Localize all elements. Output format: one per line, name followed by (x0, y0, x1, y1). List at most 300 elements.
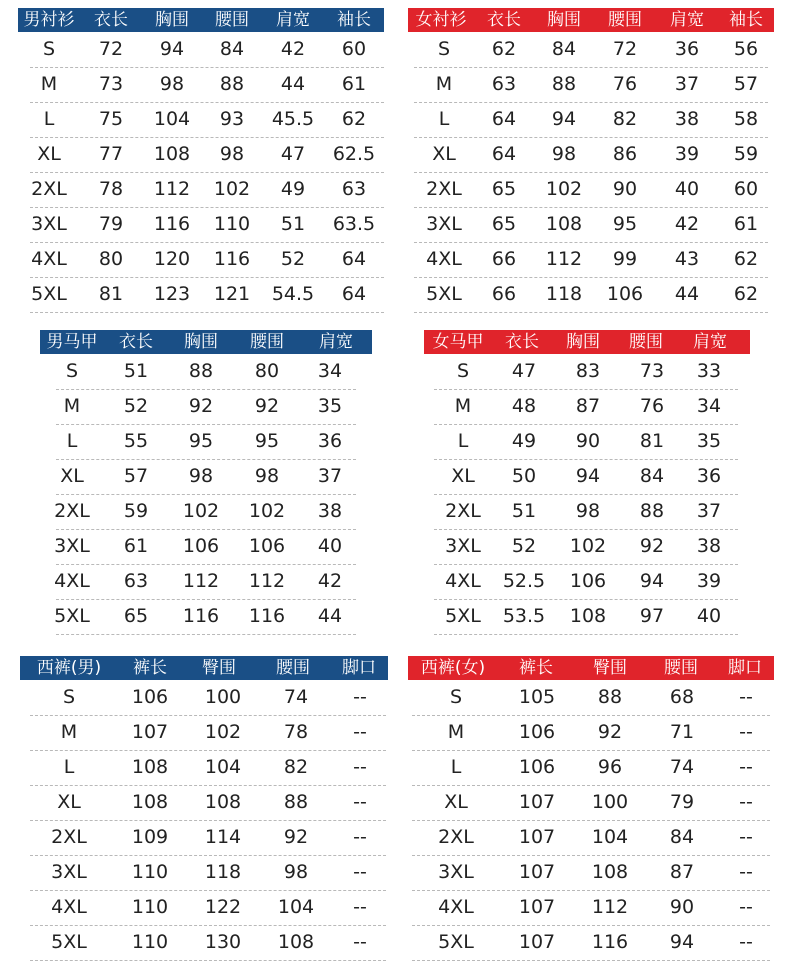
value-cell: 51 (511, 500, 537, 522)
size-cell: S (42, 38, 56, 60)
value-cell: 57 (123, 465, 149, 487)
value-cell: 76 (639, 395, 665, 417)
value-cell: 38 (317, 500, 343, 522)
value-cell: 52 (280, 248, 306, 270)
row-divider (30, 925, 386, 926)
header-cell: 裤长 (133, 658, 167, 678)
value-cell: 108 (569, 605, 607, 627)
header-cell: 袖长 (729, 10, 763, 30)
value-cell: 88 (639, 500, 665, 522)
value-cell: 104 (591, 826, 629, 848)
size-cell: 2XL (445, 500, 481, 522)
value-cell: 74 (669, 756, 695, 778)
value-cell: 60 (733, 178, 759, 200)
value-cell: 61 (733, 213, 759, 235)
header-cell: 男马甲 (46, 332, 98, 352)
value-cell: 84 (219, 38, 245, 60)
value-cell: 122 (204, 896, 242, 918)
value-cell: -- (739, 896, 753, 918)
value-cell: 59 (123, 500, 149, 522)
value-cell: 130 (204, 931, 242, 953)
value-cell: 65 (491, 178, 517, 200)
value-cell: 72 (98, 38, 124, 60)
value-cell: 106 (606, 283, 644, 305)
value-cell: 108 (545, 213, 583, 235)
value-cell: 62 (341, 108, 367, 130)
value-cell: 104 (153, 108, 191, 130)
value-cell: 116 (182, 605, 220, 627)
value-cell: 33 (696, 360, 722, 382)
value-cell: 38 (674, 108, 700, 130)
row-divider (30, 820, 386, 821)
value-cell: 62 (491, 38, 517, 60)
size-cell: 4XL (51, 896, 87, 918)
value-cell: 90 (669, 896, 695, 918)
row-divider (412, 890, 770, 891)
header-cell: 腰围 (664, 658, 698, 678)
value-cell: 96 (597, 756, 623, 778)
value-cell: 36 (696, 465, 722, 487)
value-cell: 107 (518, 826, 556, 848)
value-cell: 106 (518, 756, 556, 778)
header-cell: 胸围 (566, 332, 600, 352)
value-cell: 83 (575, 360, 601, 382)
header-cell: 裤长 (519, 658, 553, 678)
value-cell: 44 (317, 605, 343, 627)
value-cell: 95 (612, 213, 638, 235)
table-header (408, 656, 774, 680)
value-cell: 94 (669, 931, 695, 953)
value-cell: 50 (511, 465, 537, 487)
value-cell: 42 (317, 570, 343, 592)
value-cell: 102 (204, 721, 242, 743)
value-cell: 51 (280, 213, 306, 235)
size-cell: S (437, 38, 451, 60)
value-cell: 37 (317, 465, 343, 487)
value-cell: 64 (341, 283, 367, 305)
value-cell: 105 (518, 686, 556, 708)
value-cell: -- (353, 896, 367, 918)
value-cell: 39 (696, 570, 722, 592)
value-cell: 95 (188, 430, 214, 452)
row-divider (30, 890, 386, 891)
value-cell: 106 (518, 721, 556, 743)
header-cell: 衣长 (487, 10, 521, 30)
row-divider (30, 277, 384, 278)
header-cell: 肩宽 (319, 332, 353, 352)
value-cell: 63 (123, 570, 149, 592)
value-cell: 87 (575, 395, 601, 417)
value-cell: 78 (98, 178, 124, 200)
value-cell: 102 (569, 535, 607, 557)
value-cell: 93 (219, 108, 245, 130)
value-cell: 34 (696, 395, 722, 417)
header-cell: 臀围 (202, 658, 236, 678)
value-cell: 90 (575, 430, 601, 452)
row-divider (30, 102, 384, 103)
value-cell: 63 (491, 73, 517, 95)
value-cell: 98 (219, 143, 245, 165)
value-cell: 108 (131, 756, 169, 778)
value-cell: 100 (204, 686, 242, 708)
row-divider (56, 529, 356, 530)
value-cell: -- (739, 721, 753, 743)
row-divider (30, 960, 386, 961)
value-cell: 107 (518, 931, 556, 953)
table-header (18, 8, 384, 32)
value-cell: 107 (131, 721, 169, 743)
value-cell: 42 (280, 38, 306, 60)
value-cell: 97 (639, 605, 665, 627)
value-cell: 121 (213, 283, 251, 305)
row-divider (56, 634, 356, 635)
value-cell: 95 (254, 430, 280, 452)
value-cell: 43 (674, 248, 700, 270)
value-cell: 100 (591, 791, 629, 813)
value-cell: 47 (280, 143, 306, 165)
row-divider (56, 564, 356, 565)
value-cell: 98 (254, 465, 280, 487)
size-cell: M (454, 395, 472, 417)
header-cell: 胸围 (155, 10, 189, 30)
value-cell: 73 (639, 360, 665, 382)
row-divider (434, 564, 738, 565)
value-cell: 92 (639, 535, 665, 557)
row-divider (434, 424, 738, 425)
size-cell: 2XL (31, 178, 67, 200)
row-divider (56, 424, 356, 425)
value-cell: 49 (280, 178, 306, 200)
value-cell: 64 (491, 108, 517, 130)
size-cell: XL (451, 465, 475, 487)
value-cell: -- (739, 791, 753, 813)
header-cell: 袖长 (337, 10, 371, 30)
value-cell: 62 (733, 248, 759, 270)
value-cell: 112 (591, 896, 629, 918)
value-cell: 92 (254, 395, 280, 417)
value-cell: -- (739, 686, 753, 708)
value-cell: 106 (569, 570, 607, 592)
row-divider (434, 389, 738, 390)
size-cell: 5XL (51, 931, 87, 953)
value-cell: -- (353, 931, 367, 953)
size-cell: 3XL (438, 861, 474, 883)
value-cell: 52 (511, 535, 537, 557)
value-cell: 66 (491, 248, 517, 270)
row-divider (412, 820, 770, 821)
row-divider (30, 750, 386, 751)
row-divider (30, 67, 384, 68)
value-cell: 74 (283, 686, 309, 708)
size-cell: L (43, 108, 55, 130)
value-cell: -- (739, 756, 753, 778)
row-divider (412, 960, 770, 961)
size-cell: 5XL (54, 605, 90, 627)
size-cell: 2XL (51, 826, 87, 848)
header-cell: 衣长 (94, 10, 128, 30)
value-cell: 98 (159, 73, 185, 95)
value-cell: 123 (153, 283, 191, 305)
value-cell: 99 (612, 248, 638, 270)
row-divider (30, 785, 386, 786)
value-cell: 37 (696, 500, 722, 522)
value-cell: 78 (283, 721, 309, 743)
value-cell: 36 (674, 38, 700, 60)
size-cell: 4XL (54, 570, 90, 592)
row-divider (434, 459, 738, 460)
value-cell: 84 (639, 465, 665, 487)
value-cell: 84 (669, 826, 695, 848)
value-cell: 42 (674, 213, 700, 235)
size-cell: M (435, 73, 453, 95)
value-cell: 63.5 (332, 213, 376, 235)
value-cell: 98 (188, 465, 214, 487)
value-cell: 114 (204, 826, 242, 848)
value-cell: 60 (341, 38, 367, 60)
row-divider (412, 785, 770, 786)
row-divider (414, 312, 768, 313)
row-divider (412, 855, 770, 856)
value-cell: 39 (674, 143, 700, 165)
value-cell: 64 (341, 248, 367, 270)
row-divider (412, 925, 770, 926)
value-cell: 112 (248, 570, 286, 592)
header-cell: 女衬衫 (415, 10, 467, 30)
value-cell: 82 (283, 756, 309, 778)
value-cell: 110 (131, 931, 169, 953)
value-cell: 88 (188, 360, 214, 382)
value-cell: -- (353, 756, 367, 778)
header-cell: 腰围 (276, 658, 310, 678)
value-cell: 56 (733, 38, 759, 60)
value-cell: 108 (153, 143, 191, 165)
value-cell: 94 (551, 108, 577, 130)
size-cell: L (438, 108, 450, 130)
value-cell: 79 (98, 213, 124, 235)
size-cell: S (62, 686, 76, 708)
value-cell: 64 (491, 143, 517, 165)
value-cell: 40 (696, 605, 722, 627)
row-divider (30, 137, 384, 138)
size-cell: 2XL (54, 500, 90, 522)
header-cell: 腰围 (629, 332, 663, 352)
size-cell: L (457, 430, 469, 452)
value-cell: 116 (153, 213, 191, 235)
size-cell: 4XL (438, 896, 474, 918)
row-divider (434, 599, 738, 600)
size-cell: 4XL (426, 248, 462, 270)
value-cell: 94 (639, 570, 665, 592)
size-cell: 3XL (31, 213, 67, 235)
value-cell: 63 (341, 178, 367, 200)
header-cell: 腰围 (215, 10, 249, 30)
value-cell: -- (353, 686, 367, 708)
value-cell: 61 (341, 73, 367, 95)
row-divider (434, 529, 738, 530)
header-cell: 胸围 (184, 332, 218, 352)
value-cell: 106 (182, 535, 220, 557)
row-divider (30, 715, 386, 716)
row-divider (414, 242, 768, 243)
value-cell: 34 (317, 360, 343, 382)
row-divider (414, 207, 768, 208)
row-divider (30, 172, 384, 173)
value-cell: 35 (696, 430, 722, 452)
value-cell: 53.5 (502, 605, 546, 627)
size-cell: M (447, 721, 465, 743)
row-divider (434, 494, 738, 495)
value-cell: 107 (518, 896, 556, 918)
size-cell: M (60, 721, 78, 743)
size-cell: XL (444, 791, 468, 813)
value-cell: 88 (219, 73, 245, 95)
value-cell: 44 (280, 73, 306, 95)
header-cell: 衣长 (119, 332, 153, 352)
table-header (424, 330, 750, 354)
value-cell: 40 (317, 535, 343, 557)
value-cell: 88 (597, 686, 623, 708)
header-cell: 肩宽 (693, 332, 727, 352)
value-cell: 94 (575, 465, 601, 487)
value-cell: 82 (612, 108, 638, 130)
value-cell: -- (353, 721, 367, 743)
row-divider (414, 277, 768, 278)
table-header (408, 8, 774, 32)
value-cell: 92 (188, 395, 214, 417)
row-divider (30, 242, 384, 243)
size-cell: L (450, 756, 462, 778)
value-cell: 107 (518, 861, 556, 883)
header-cell: 腰围 (608, 10, 642, 30)
size-cell: XL (57, 791, 81, 813)
size-cell: 5XL (445, 605, 481, 627)
value-cell: 110 (131, 896, 169, 918)
header-cell: 腰围 (250, 332, 284, 352)
value-cell: 88 (283, 791, 309, 813)
value-cell: 68 (669, 686, 695, 708)
size-cell: 4XL (31, 248, 67, 270)
value-cell: 49 (511, 430, 537, 452)
value-cell: -- (739, 826, 753, 848)
value-cell: 71 (669, 721, 695, 743)
value-cell: 98 (551, 143, 577, 165)
value-cell: 90 (612, 178, 638, 200)
value-cell: 72 (612, 38, 638, 60)
value-cell: 92 (597, 721, 623, 743)
header-cell: 男衬衫 (23, 10, 75, 30)
value-cell: 44 (674, 283, 700, 305)
value-cell: 45.5 (271, 108, 315, 130)
value-cell: 106 (248, 535, 286, 557)
size-cell: M (63, 395, 81, 417)
size-cell: S (65, 360, 79, 382)
value-cell: 40 (674, 178, 700, 200)
size-cell: L (63, 756, 75, 778)
value-cell: 65 (491, 213, 517, 235)
row-divider (56, 459, 356, 460)
value-cell: 61 (123, 535, 149, 557)
value-cell: 75 (98, 108, 124, 130)
size-cell: 3XL (445, 535, 481, 557)
value-cell: 108 (204, 791, 242, 813)
size-cell: 5XL (426, 283, 462, 305)
value-cell: 118 (545, 283, 583, 305)
value-cell: 58 (733, 108, 759, 130)
value-cell: 112 (545, 248, 583, 270)
value-cell: 51 (123, 360, 149, 382)
value-cell: 94 (159, 38, 185, 60)
header-cell: 女马甲 (432, 332, 484, 352)
header-cell: 西裤(女) (420, 658, 486, 678)
value-cell: 52.5 (502, 570, 546, 592)
row-divider (414, 102, 768, 103)
size-cell: 2XL (438, 826, 474, 848)
value-cell: 118 (204, 861, 242, 883)
value-cell: 108 (591, 861, 629, 883)
value-cell: 59 (733, 143, 759, 165)
row-divider (414, 67, 768, 68)
header-cell: 肩宽 (276, 10, 310, 30)
size-cell: S (449, 686, 463, 708)
row-divider (412, 750, 770, 751)
value-cell: 108 (277, 931, 315, 953)
value-cell: 104 (204, 756, 242, 778)
header-cell: 西裤(男) (36, 658, 102, 678)
value-cell: 81 (639, 430, 665, 452)
table-header (40, 330, 372, 354)
size-cell: 3XL (54, 535, 90, 557)
size-cell: M (40, 73, 58, 95)
value-cell: 109 (131, 826, 169, 848)
value-cell: 98 (575, 500, 601, 522)
header-cell: 胸围 (547, 10, 581, 30)
size-cell: XL (60, 465, 84, 487)
value-cell: 62 (733, 283, 759, 305)
value-cell: -- (353, 861, 367, 883)
value-cell: 38 (696, 535, 722, 557)
value-cell: 37 (674, 73, 700, 95)
row-divider (412, 715, 770, 716)
header-cell: 臀围 (593, 658, 627, 678)
value-cell: 120 (153, 248, 191, 270)
value-cell: 116 (213, 248, 251, 270)
header-cell: 脚口 (342, 658, 376, 678)
value-cell: 102 (545, 178, 583, 200)
row-divider (30, 855, 386, 856)
value-cell: 36 (317, 430, 343, 452)
value-cell: 116 (248, 605, 286, 627)
value-cell: 108 (131, 791, 169, 813)
value-cell: -- (353, 791, 367, 813)
value-cell: 112 (182, 570, 220, 592)
value-cell: -- (739, 861, 753, 883)
value-cell: -- (353, 826, 367, 848)
value-cell: 48 (511, 395, 537, 417)
value-cell: 107 (518, 791, 556, 813)
value-cell: 77 (98, 143, 124, 165)
header-cell: 肩宽 (670, 10, 704, 30)
value-cell: 116 (591, 931, 629, 953)
header-cell: 衣长 (505, 332, 539, 352)
row-divider (56, 494, 356, 495)
value-cell: 88 (551, 73, 577, 95)
value-cell: 86 (612, 143, 638, 165)
size-cell: S (456, 360, 470, 382)
value-cell: 57 (733, 73, 759, 95)
value-cell: 76 (612, 73, 638, 95)
value-cell: 65 (123, 605, 149, 627)
size-cell: 2XL (426, 178, 462, 200)
